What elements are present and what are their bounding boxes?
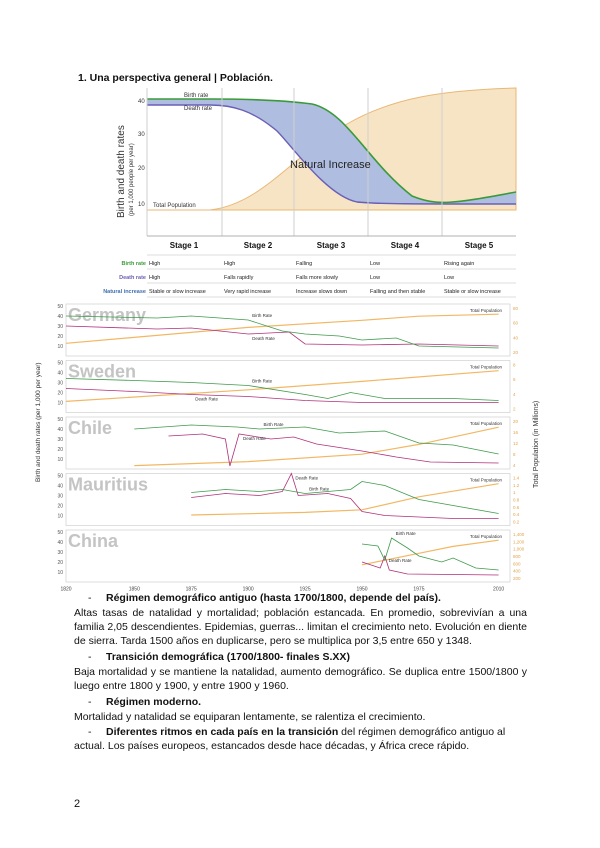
table-cell: Increase slows down — [296, 289, 348, 295]
right-tick-label: 8 — [513, 362, 516, 368]
death-rate-label: Death rate — [184, 106, 213, 112]
left-tick-label: 40 — [57, 314, 63, 320]
birth-rate-label: Birth Rate — [395, 531, 416, 536]
stage-label: Stage 3 — [316, 241, 346, 250]
page-number: 2 — [74, 798, 81, 810]
right-tick-label: 1.2 — [513, 482, 520, 488]
right-tick-label: 40 — [513, 335, 519, 341]
left-tick-label: 10 — [57, 344, 63, 350]
table-cell: Stable or slow increase — [444, 289, 501, 295]
country-name: Sweden — [68, 361, 137, 382]
total-population-label: Total Population — [470, 421, 503, 426]
table-row-label: Birth rate — [121, 261, 146, 267]
left-tick-label: 50 — [57, 417, 63, 423]
x-tick-label: 1900 — [242, 586, 254, 593]
y-tick-label: 40 — [138, 99, 145, 105]
table-row-label: Natural increase — [103, 289, 146, 295]
bullet-paragraph — [74, 725, 527, 753]
left-tick-label: 20 — [57, 560, 63, 566]
x-tick-label: 1820 — [60, 586, 72, 593]
table-cell: Falling — [296, 261, 313, 267]
left-tick-label: 20 — [57, 390, 63, 397]
country-name: China — [68, 531, 119, 551]
birth-rate-label: Birth Rate — [252, 313, 273, 318]
total-population-label: Total Population — [470, 477, 503, 483]
right-tick-label: 4 — [513, 463, 516, 468]
country-name: Mauritius — [68, 474, 149, 495]
x-tick-label: 1875 — [185, 586, 197, 593]
country-panel-sweden — [57, 361, 516, 413]
bullet-dash: - — [88, 726, 92, 738]
left-tick-label: 30 — [57, 437, 63, 443]
death-rate-label: Death Rate — [243, 436, 266, 441]
total-population-label: Total Population — [470, 534, 503, 539]
left-tick-label: 50 — [57, 360, 63, 367]
table-cell: High — [224, 261, 236, 267]
table-cell: High — [149, 261, 161, 267]
right-tick-label: 1,000 — [513, 546, 525, 552]
natural-increase-label: Natural Increase — [290, 159, 371, 171]
right-tick-label: 20 — [513, 419, 519, 424]
left-tick-label: 10 — [57, 457, 63, 463]
bullet-heading — [88, 592, 441, 604]
left-tick-label: 30 — [57, 380, 63, 387]
stage-label: Stage 5 — [464, 241, 494, 250]
x-tick-label: 1975 — [413, 586, 425, 593]
left-tick-label: 50 — [57, 473, 63, 480]
country-rates-chart — [30, 302, 540, 593]
left-tick-label: 10 — [57, 400, 63, 407]
x-tick-label: 1850 — [128, 586, 140, 593]
right-tick-label: 200 — [513, 576, 521, 581]
right-tick-label: 16 — [513, 430, 519, 435]
table-cell: Low — [444, 275, 455, 281]
x-tick-label: 1950 — [356, 586, 368, 593]
left-tick-label: 40 — [57, 370, 63, 377]
table-row-label: Death rate — [119, 275, 146, 281]
bullet-paragraph: Mortalidad y natalidad se equiparan lentamente, se ralentiza el crecimiento. — [74, 711, 426, 723]
right-tick-label: 80 — [513, 306, 519, 311]
y-axis-title: Birth and death rates — [116, 125, 127, 218]
left-axis-title: Birth and death rates (per 1,000 per year) — [35, 362, 42, 482]
birth-rate-label: Birth rate — [184, 93, 209, 99]
table-cell: Low — [370, 275, 381, 281]
table-cell: Low — [370, 261, 381, 267]
right-tick-label: 400 — [513, 568, 521, 574]
stage-table — [103, 241, 516, 297]
right-tick-label: 1,400 — [513, 532, 525, 537]
bullet-heading — [88, 696, 201, 708]
left-tick-label: 20 — [57, 334, 63, 340]
panel-frame — [66, 417, 510, 469]
birth-rate-label: Birth Rate — [252, 378, 273, 384]
left-tick-label: 30 — [57, 493, 63, 500]
death-rate-label: Death Rate — [295, 475, 319, 481]
left-tick-label: 20 — [57, 503, 63, 510]
country-name: Germany — [68, 305, 147, 325]
right-tick-label: 1,200 — [513, 539, 525, 545]
y-axis-subtitle: (per 1,000 people per year) — [129, 143, 135, 216]
right-tick-label: 2 — [513, 406, 516, 412]
stage-label: Stage 2 — [243, 241, 273, 250]
left-tick-label: 40 — [57, 540, 63, 546]
bullet-heading-text: Transición demográfica (1700/1800- finales S.XX) — [106, 651, 350, 663]
birth-rate-label: Birth Rate — [309, 486, 330, 492]
death-rate-label: Death Rate — [195, 396, 218, 402]
death-rate-label: Death Rate — [388, 558, 412, 563]
left-tick-label: 30 — [57, 550, 63, 556]
right-tick-label: 6 — [513, 377, 516, 383]
table-cell: Falling and then stable — [370, 289, 426, 295]
bullet-paragraph: Baja mortalidad y se mantiene la natalidad, aumento demográfico. Se duplica entre 1500/1800 y luego entre 1800 y 1900, y entre 1900 y 1960. — [74, 666, 527, 692]
right-tick-label: 0.8 — [513, 497, 520, 503]
right-tick-label: 8 — [513, 452, 516, 457]
table-cell: Stable or slow increase — [149, 289, 206, 295]
section-title: 1. Una perspectiva general | Población. — [78, 72, 273, 84]
demographic-transition-chart — [103, 86, 516, 300]
left-tick-label: 20 — [57, 447, 63, 453]
total-population-label: Total Population — [470, 308, 503, 313]
x-tick-label: 2010 — [493, 586, 505, 593]
x-tick-label: 1925 — [299, 586, 311, 593]
table-cell: Falls rapidly — [224, 275, 254, 281]
total-population-label: Total Population — [470, 364, 503, 370]
right-tick-label: 4 — [513, 391, 516, 397]
country-panel-china — [57, 530, 524, 582]
bullet-dash: - — [88, 592, 92, 604]
left-tick-label: 10 — [57, 513, 63, 520]
country-name: Chile — [68, 418, 113, 438]
left-tick-label: 40 — [57, 427, 63, 433]
total-population-label: Total Population — [153, 203, 196, 209]
bullet-dash: - — [88, 651, 92, 663]
country-panel-germany — [57, 304, 518, 356]
bullet-heading-tail: del régimen demográfico antiguo al actual. Los países europeos, estancados desde hace décadas, y África crece rápido. — [74, 726, 506, 752]
table-cell: Very rapid increase — [224, 289, 272, 295]
right-tick-label: 0.4 — [513, 512, 520, 518]
left-tick-label: 40 — [57, 483, 63, 490]
right-tick-label: 1.4 — [513, 475, 520, 481]
left-tick-label: 10 — [57, 570, 63, 576]
right-tick-label: 20 — [513, 350, 519, 355]
table-cell: High — [149, 275, 161, 281]
country-panel-mauritius — [57, 474, 519, 526]
right-tick-label: 0.2 — [513, 519, 520, 525]
right-tick-label: 600 — [513, 561, 521, 567]
left-tick-label: 50 — [57, 304, 63, 310]
table-cell: Falls more slowly — [296, 275, 339, 281]
bullet-heading-text: Diferentes ritmos en cada país en la transición — [106, 726, 339, 738]
table-cell: Rising again — [444, 261, 475, 267]
birth-rate-label: Birth Rate — [263, 422, 284, 427]
bullet-paragraph: Altas tasas de natalidad y mortalidad; población estancada. En promedio, sobrevivían a una familia 2,05 descendientes. Epidemias, guerras... limitan el crecimiento neto. Evolución en diente de sierra. Tarda 1500 años en duplicarse, pero se multiplica por 3,5 entre 650 y 1348. — [74, 607, 527, 647]
right-tick-label: 1 — [513, 490, 516, 496]
y-tick-label: 30 — [138, 132, 145, 138]
right-tick-label: 12 — [513, 441, 519, 446]
bullet-heading-text: Régimen demográfico antiguo (hasta 1700/1800, depende del país). — [106, 592, 441, 604]
right-tick-label: 0.6 — [513, 504, 520, 510]
right-tick-label: 60 — [513, 320, 519, 326]
bullet-heading — [88, 651, 350, 663]
y-tick-label: 10 — [138, 202, 145, 208]
left-tick-label: 30 — [57, 324, 63, 330]
left-tick-label: 50 — [57, 530, 63, 536]
right-axis-title: Total Population (in Millions) — [533, 400, 540, 488]
country-panel-chile — [57, 417, 518, 469]
right-tick-label: 800 — [513, 554, 521, 559]
death-rate-label: Death Rate — [252, 336, 275, 341]
stage-label: Stage 1 — [169, 241, 199, 250]
y-tick-label: 20 — [138, 166, 145, 172]
stage-label: Stage 4 — [390, 241, 420, 250]
bullet-heading-text: Régimen moderno. — [106, 696, 202, 708]
bullet-dash: - — [88, 696, 92, 708]
